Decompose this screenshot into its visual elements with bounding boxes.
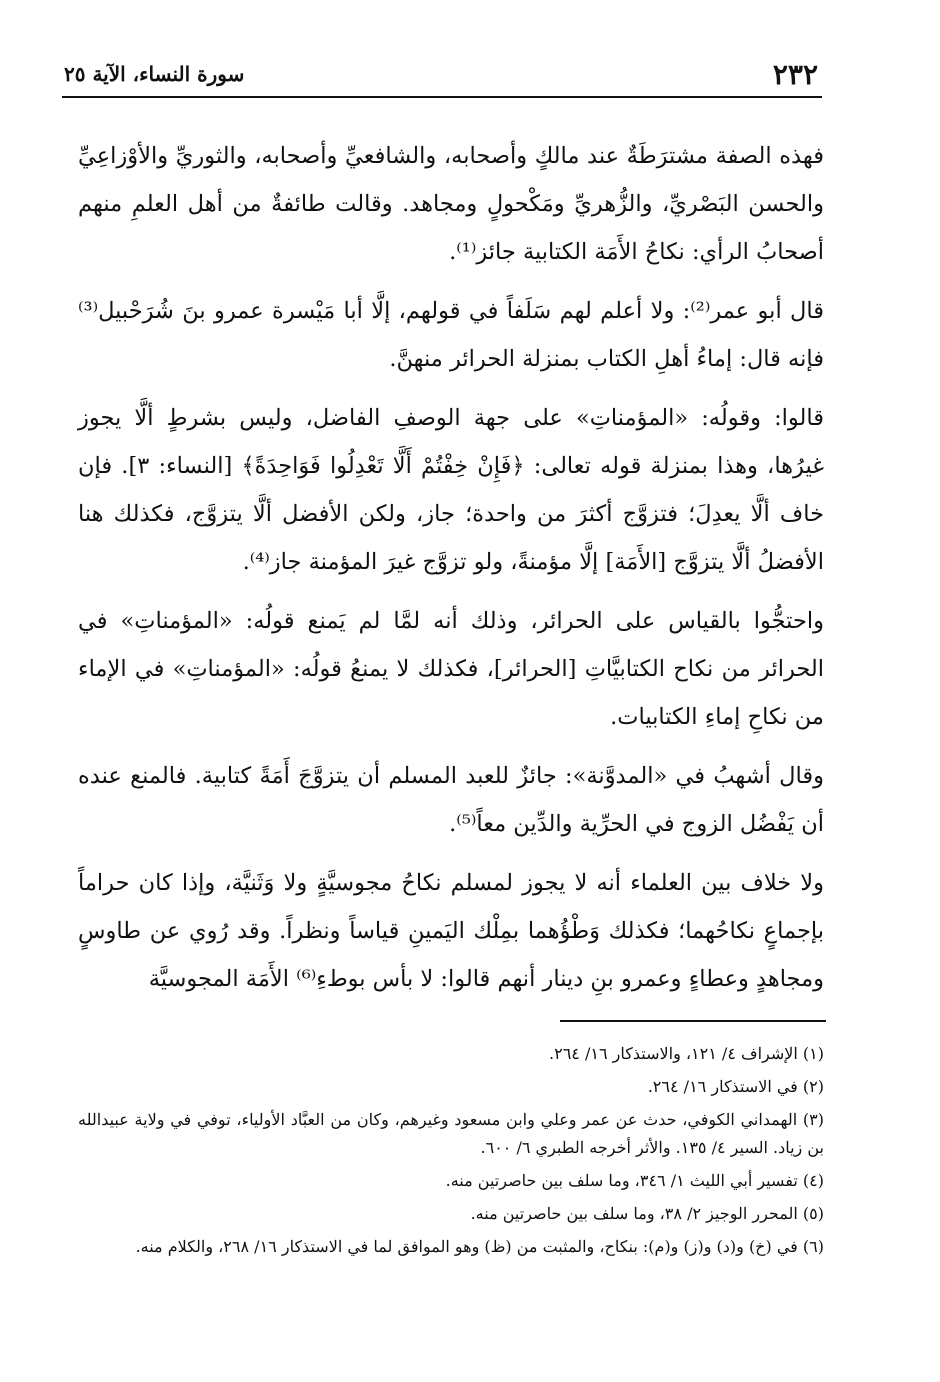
footnote: (١) الإشراف ٤/ ١٢١، والاستذكار ١٦/ ٢٦٤. bbox=[549, 1044, 824, 1063]
footnote: (٢) في الاستذكار ١٦/ ٢٦٤. bbox=[647, 1077, 824, 1096]
running-title: سورة النساء، الآية ٢٥ bbox=[64, 62, 245, 86]
footnote: (٥) المحرر الوجيز ٢/ ٣٨، وما سلف بين حاصرتين منه. bbox=[470, 1204, 824, 1223]
paragraph: قالوا: وقولُه: «المؤمناتِ» على جهة الوصفِ الفاضل، وليس بشرطٍ ألَّا يجوز غيرُها، وهذا بمنزلة قوله تعالى: ﴿فَإِنْ خِفْتُمْ أَلَّا تَعْدِلُوا فَوَاحِدَةً﴾ [النساء: ٣]. فإن خاف ألَّا يعدِلَ؛ فتزوَّج أكثرَ من واحدة؛ جاز، ولكن الأفضل ألَّا يتزوَّج، فكذلك هنا الأفضلُ ألَّا يتزوَّج [الأَمَة] إلَّا مؤمنةً، ولو تزوَّج غيرَ المؤمنة جاز⁽⁴⁾. bbox=[78, 405, 825, 575]
paragraph: ولا خلاف بين العلماء أنه لا يجوز لمسلم نكاحُ مجوسيَّةٍ ولا وَثَنيَّة، وإذا كان حراماً بإجماعٍ نكاحُهما؛ فكذلك وَطْؤُهما بمِلْك اليَمينِ قياساً ونظراً. وقد رُوي عن طاوسٍ ومجاهدٍ وعطاءٍ وعمرو بنِ دينار أنهم قالوا: لا بأس بوطءِ⁽⁶⁾ الأَمَة المجوسيَّة bbox=[78, 870, 824, 992]
footnote-divider bbox=[560, 1020, 826, 1022]
paragraph: واحتجُّوا بالقياس على الحرائر، وذلك أنه لمَّا لم يَمنع قولُه: «المؤمناتِ» في الحرائر من نكاح الكتابيَّاتِ [الحرائر]، فكذلك لا يمنعُ قولُه: «المؤمناتِ» في الإماء من نكاحِ إماءِ الكتابيات. bbox=[78, 608, 824, 730]
footnotes bbox=[78, 1040, 824, 1266]
paragraph: وقال أشهبُ في «المدوَّنة»: جائزٌ للعبد المسلم أن يتزوَّجَ أَمَةً كتابية. فالمنع عنده أن يَفْضُل الزوج في الحرِّية والدِّين معاً⁽⁵⁾. bbox=[78, 763, 824, 837]
footnote: (٦) في (خ) و(د) و(ز) و(م): بنكاح، والمثبت من (ظ) وهو الموافق لما في الاستذكار ١٦/ ٢٦٨، والكلام منه. bbox=[135, 1237, 824, 1256]
footnote: (٤) تفسير أبي الليث ١/ ٣٤٦، وما سلف بين حاصرتين منه. bbox=[445, 1171, 824, 1190]
paragraph: فهذه الصفة مشترَطَةٌ عند مالكٍ وأصحابه، والشافعيِّ وأصحابه، والثوريِّ والأوْزاعِيِّ والحسن البَصْريِّ، والزُّهريِّ ومَكْحولٍ ومجاهد. وقالت طائفةٌ من أهل العلمِ منهم أصحابُ الرأي: نكاحُ الأَمَة الكتابية جائز⁽¹⁾. bbox=[78, 143, 824, 265]
paragraph: قال أبو عمر⁽²⁾: ولا أعلم لهم سَلَفاً في قولهم، إلَّا أبا مَيْسرة عمرو بنَ شُرَحْبيل⁽³⁾ فإنه قال: إماءُ أهلِ الكتاب بمنزلة الحرائر منهنَّ. bbox=[78, 298, 825, 372]
page-number: ٢٣٢ bbox=[772, 58, 818, 91]
footnote: (٣) الهمداني الكوفي، حدث عن عمر وعلي وابن مسعود وغيرهم، وكان من العبَّاد الأولياء، توفي في ولاية عبيدالله بن زياد. السير ٤/ ١٣٥. والأثر أخرجه الطبري ٦/ ٦٠٠. bbox=[78, 1110, 824, 1157]
main-text bbox=[78, 132, 824, 1014]
page-header bbox=[62, 58, 822, 98]
